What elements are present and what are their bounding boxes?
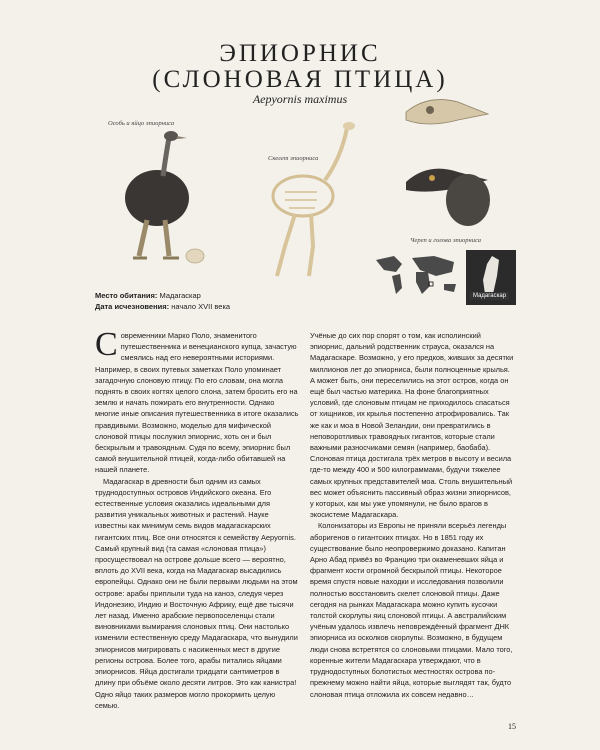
habitat-value: Мадагаскар (159, 291, 201, 300)
skull-head-illustration (398, 90, 493, 230)
world-map (372, 250, 464, 300)
page-title: ЭПИОРНИС (219, 40, 381, 67)
caption-bird-egg: Особь и яйцо эпиорниса (108, 120, 175, 127)
habitat-label: Место обитания: (95, 291, 158, 300)
extinction-label: Дата исчезновения: (95, 302, 170, 311)
body-paragraph: Колонизаторы из Европы не приняли всерьёз легенды аборигенов о гигантских птицах. Но в 1851 году их существование было неопровержимо доказано. Капитан Арно Абад привёз во Францию три окаменевших яйца и фрагмент кости огромной бескрылой птицы. Некоторое время спустя новые находки и исследования позволили полностью восстановить скелет слоновой птицы. Даже сегодня на рынках Мадагаскара можно купить кусочки толстой скорлупы яиц слоновой птицы. А австралийским учёным удалось извлечь неповреждённый фрагмент ДНК эпиорниса из осколков скорлупы. Возможно, в будущем люди снова встретятся со слоновыми птицами. Мало того, коренные жители Мадагаскара утверждают, что в труднодоступных болотистых местностях острова по-прежнему можно найти яйца, которые выглядят так, будто слоновая птица отложила их совсем недавно… (310, 521, 513, 699)
left-column (95, 326, 300, 711)
page-number: 15 (508, 722, 516, 731)
page-subtitle: (СЛОНОВАЯ ПТИЦА) (152, 66, 448, 93)
bird-illustration (95, 128, 215, 268)
body-paragraph (95, 326, 300, 476)
paragraph-text: овременники Марко Поло, знаменитого путешественника и венецианского купца, зачастую смеялись над его невероятными историями. Например, в своих путевых заметках Поло упоминает загадочную слоновую птицу. По его словам, она могла поднять в своих когтях целого слона, затем бросить его на землю и начать пожирать его внутренности. Однако многие иные описания путешественника в итоге оказались правдивыми. Возможно, моделью для мифической слоновой птицы послужил эпиорнис, хоть он и был бескрылым и травоядным. Судя по всему, эпиорнис был самой внушительной птицей, когда-либо обитавшей на нашей планете. (95, 331, 299, 475)
extinction-value: начало XVII века (171, 302, 231, 311)
body-paragraph: Мадагаскар в древности был одним из самых труднодоступных островов Индийского океана. Его естественные условия оказались идеальными для развития уникальных животных и растений. Науке известны как минимум семь видов мадагаскарских гигантских птиц. Все они относятся к семейству Aepyornis. Самый крупный вид (та самая «слоновая птица») просуществовал на острове дольше всего — вероятно, вплоть до XVII века, когда на Мадагаскар высадились европейцы. Однако они не были первыми людьми на этом острове: арабы приплыли туда на каноэ, следуя через Индонезию, Индию и Восточную Африку, ещё две тысячи лет назад. Именно арабские первопоселенцы стали виновниками вымирания слоновых птиц. Они настолько изменили естественную среду Мадагаскара, что вынудили эпиорнисов мигрировать с насиженных мест в другие регионы острова. Более того, арабы питались яйцами эпиорнисов. Яйца достигали тридцати сантиметров в длину при объёме около десяти литров. Это как канистра! Одно яйцо таких размеров могло прокормить целую семью. (95, 476, 298, 710)
skeleton-illustration (255, 118, 370, 283)
extinction-fact (95, 302, 230, 311)
habitat-fact (95, 291, 201, 300)
latin-name: Aepyornis maximus (252, 92, 348, 106)
body-paragraph: Учёные до сих пор спорят о том, как исполинский эпиорнис, дальний родственник страуса, оказался на Мадагаскаре. Возможно, у его предков, живших за десятки миллионов лет до эпиорниса, были полноценные крылья. А может быть, они переселились на этот остров, когда он ещё был частью материка. На фоне благоприятных условий, где слоновым птицам не приходилось спасаться от хищников, их крылья постепенно атрофировались. Так же как и моа в Новой Зеландии, они превратились в неповоротливых травоядных гигантов, которые стали важными разносчиками семян (например, баобаба). Слоновая птица достигала трёх метров в высоту и весила где-то между 400 и 500 килограммами, будучи тяжелее самых крупных представителей моа. Столь внушительный вес может объяснить пассивный образ жизни эпиорнисов, у которых, как мы уже упомянули, не было врагов в экосистеме Мадагаскара. (310, 331, 514, 520)
drop-cap: С (95, 326, 118, 363)
right-column (310, 330, 515, 700)
map-label: Мадагаскар (470, 292, 509, 300)
caption-skull-head: Череп и голова эпиорниса (410, 237, 481, 244)
caption-skeleton: Скелет эпиорниса (268, 155, 319, 162)
